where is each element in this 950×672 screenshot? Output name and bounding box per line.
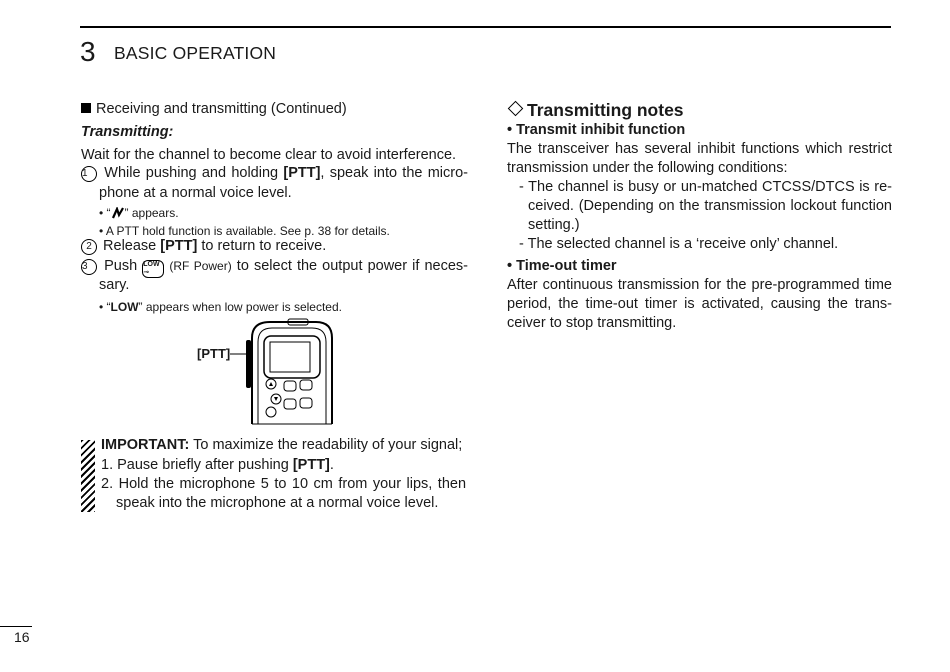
ptt-figure-label: [PTT] (197, 346, 231, 361)
footer-rule (0, 626, 32, 627)
square-bullet-icon (81, 103, 91, 113)
header-rule (80, 26, 891, 28)
important-item-1: 1. Pause briefly after pushing [PTT]. (101, 457, 334, 473)
note-low-power: • “LOW” appears when low power is selected. (99, 300, 342, 314)
para1-line2: transmission under the following conditions: (507, 160, 788, 176)
important-hatch-icon (81, 440, 95, 512)
important-item-2-line2: speak into the microphone at a normal voice level. (116, 495, 439, 511)
step-3: 3 Push LOW ⊸ (RF Power) to select the output power if neces- (82, 258, 469, 276)
note-signal-icon: • “ ” appears. (99, 206, 179, 220)
radio-illustration (230, 318, 340, 428)
step-1: 1 While pushing and holding [PTT], speak into the micro- (82, 165, 469, 181)
chapter-title: BASIC OPERATION (114, 43, 277, 63)
para2-line3: ceiver to stop transmitting. (507, 315, 677, 331)
bullet-time-out-timer: • Time-out timer (507, 258, 617, 274)
section-heading: Receiving and transmitting (Continued) (81, 100, 347, 119)
step-1-line2: phone at a normal voice level. (99, 185, 292, 201)
step-number-3: 3 (81, 259, 97, 275)
subheading-transmitting: Transmitting: (81, 124, 174, 140)
dash1-line1: - The channel is busy or un-matched CTCSS/DTCS is re- (519, 179, 892, 195)
important-heading: IMPORTANT: To maximize the readability of your signal; (101, 437, 463, 453)
para1-line1: The transceiver has several inhibit functions which restrict (507, 141, 892, 157)
dash1-line2: ceived. (Depending on the transmission lockout function (528, 198, 892, 214)
dash1-line3: setting.) (528, 217, 580, 233)
low-key-icon: LOW ⊸ (142, 260, 164, 278)
bullet-transmit-inhibit: • Transmit inhibit function (507, 122, 686, 138)
para2-line1: After continuous transmission for the pre-programmed time (507, 277, 892, 293)
chapter-number: 3 (80, 36, 96, 67)
step-number-1: 1 (81, 166, 97, 182)
transmitting-notes-heading: Transmitting notes (507, 101, 684, 120)
page-number: 16 (14, 629, 30, 645)
transmit-icon (111, 207, 125, 219)
para2-line2: period, the time-out timer is activated, causing the trans- (507, 296, 892, 312)
dash2: - The selected channel is a ‘receive only’ channel. (519, 236, 839, 252)
diamond-icon (508, 101, 524, 117)
step-2: 2 Release [PTT] to return to receive. (81, 237, 326, 256)
step-3-line2: sary. (99, 277, 130, 293)
step-number-2: 2 (81, 239, 97, 255)
note-ptt-hold: • A PTT hold function is available. See p. 38 for details. (99, 224, 390, 238)
intro-text: Wait for the channel to become clear to avoid interference. (81, 147, 457, 163)
important-item-2: 2. Hold the microphone 5 to 10 cm from your lips, then (101, 476, 467, 492)
